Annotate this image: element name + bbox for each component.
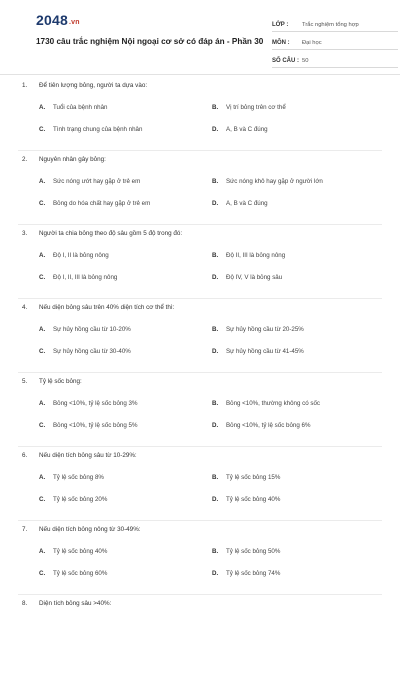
question-divider xyxy=(18,372,382,373)
option-letter: C. xyxy=(39,569,46,577)
question-list xyxy=(18,82,382,674)
option-text: Tình trạng chung của bệnh nhân xyxy=(53,125,143,133)
question-stem xyxy=(22,600,111,607)
option-text: Tỷ lệ sốc bỏng 74% xyxy=(226,569,281,577)
option-text: Độ I, II, III là bỏng nông xyxy=(53,273,118,281)
option-letter: C. xyxy=(39,273,46,281)
option-letter: C. xyxy=(39,125,46,133)
option-text: Sự hủy hồng cầu từ 41-45% xyxy=(226,347,304,355)
option-text: Độ IV, V là bỏng sâu xyxy=(226,273,283,281)
question-divider xyxy=(18,446,382,447)
option-text: Độ II, III là bỏng nông xyxy=(226,251,286,259)
answer-option[interactable] xyxy=(212,346,382,356)
option-letter: A. xyxy=(39,473,46,481)
question-number: 6. xyxy=(22,452,28,459)
option-text: Bỏng <10%, tỷ lệ sốc bỏng 6% xyxy=(226,421,311,429)
question-stem xyxy=(22,230,182,237)
question-number: 8. xyxy=(22,600,28,607)
answer-option[interactable] xyxy=(39,494,212,504)
option-text: Bỏng <10%, tỷ lệ sốc bỏng 3% xyxy=(53,399,138,407)
answer-option[interactable] xyxy=(212,102,382,112)
question-item xyxy=(18,82,382,156)
answer-option[interactable] xyxy=(39,124,212,134)
question-number: 5. xyxy=(22,378,28,385)
answer-option[interactable] xyxy=(39,324,212,334)
meta-value: Đại học xyxy=(302,40,322,46)
answer-option[interactable] xyxy=(212,124,382,134)
option-text: Tỷ lệ sốc bỏng 20% xyxy=(53,495,108,503)
meta-row-count xyxy=(272,50,398,68)
answer-options xyxy=(39,324,382,356)
answer-option[interactable] xyxy=(39,102,212,112)
meta-value: 50 xyxy=(302,58,309,64)
question-text: Người ta chia bỏng theo độ sâu gồm 5 độ trong đó: xyxy=(39,230,183,237)
answer-options xyxy=(39,472,382,504)
option-letter: B. xyxy=(212,251,219,259)
option-letter: D. xyxy=(212,347,219,355)
document-header xyxy=(18,0,378,72)
option-letter: D. xyxy=(212,273,219,281)
option-text: Tỷ lệ sốc bỏng 60% xyxy=(53,569,108,577)
option-letter: D. xyxy=(212,569,219,577)
option-text: Sức nóng ướt hay gặp ở trẻ em xyxy=(53,177,141,185)
question-item xyxy=(18,230,382,304)
answer-option[interactable] xyxy=(212,198,382,208)
answer-options xyxy=(39,398,382,430)
option-letter: B. xyxy=(212,473,219,481)
question-number: 1. xyxy=(22,82,28,89)
option-letter: A. xyxy=(39,103,46,111)
question-stem xyxy=(22,82,147,89)
question-text: Diện tích bỏng sâu >40%: xyxy=(39,600,112,607)
question-item xyxy=(18,600,382,674)
option-text: Bỏng <10%, thường không có sốc xyxy=(226,399,321,407)
question-stem xyxy=(22,156,106,163)
option-text: Bỏng do hóa chất hay gặp ở trẻ em xyxy=(53,199,151,207)
option-text: Tỷ lệ sốc bỏng 40% xyxy=(226,495,281,503)
option-letter: C. xyxy=(39,199,46,207)
option-letter: C. xyxy=(39,495,46,503)
question-divider xyxy=(18,150,382,151)
answer-options xyxy=(39,102,382,134)
answer-option[interactable] xyxy=(212,494,382,504)
answer-option[interactable] xyxy=(39,176,212,186)
question-text: Nếu diện bỏng sâu trên 40% diện tích cơ thể thì: xyxy=(39,304,175,311)
option-letter: A. xyxy=(39,547,46,555)
answer-option[interactable] xyxy=(39,568,212,578)
question-stem xyxy=(22,526,141,533)
logo-main: 2048 xyxy=(36,12,68,28)
question-text: Để tiên lượng bỏng, người ta dựa vào: xyxy=(39,82,148,89)
option-letter: B. xyxy=(212,547,219,555)
answer-option[interactable] xyxy=(212,398,382,408)
option-text: Độ I, II là bỏng nông xyxy=(53,251,109,259)
answer-option[interactable] xyxy=(39,472,212,482)
question-item xyxy=(18,378,382,452)
question-divider xyxy=(18,298,382,299)
document-meta xyxy=(272,14,398,68)
question-item xyxy=(18,452,382,526)
option-letter: D. xyxy=(212,125,219,133)
question-stem xyxy=(22,304,174,311)
option-text: Tỷ lệ sốc bỏng 8% xyxy=(53,473,104,481)
header-divider xyxy=(0,74,400,75)
question-text: Nếu diện tích bỏng sâu từ 10-29%: xyxy=(39,452,137,459)
meta-key: SỐ CÂU : xyxy=(272,58,299,64)
meta-row-class xyxy=(272,14,398,32)
answer-option[interactable] xyxy=(212,324,382,334)
option-text: Tỷ lệ sốc bỏng 50% xyxy=(226,547,281,555)
question-number: 7. xyxy=(22,526,28,533)
option-text: Sự hủy hồng cầu từ 30-40% xyxy=(53,347,131,355)
option-letter: C. xyxy=(39,421,46,429)
answer-option[interactable] xyxy=(212,250,382,260)
question-stem xyxy=(22,452,137,459)
option-text: Tỷ lệ sốc bỏng 40% xyxy=(53,547,108,555)
question-item xyxy=(18,526,382,600)
answer-options xyxy=(39,546,382,578)
option-letter: C. xyxy=(39,347,46,355)
answer-option[interactable] xyxy=(212,272,382,282)
option-text: Bỏng <10%, tỷ lệ sốc bỏng 5% xyxy=(53,421,138,429)
answer-option[interactable] xyxy=(39,250,212,260)
option-letter: A. xyxy=(39,325,46,333)
answer-option[interactable] xyxy=(39,198,212,208)
document-title: 1730 câu trắc nghiệm Nội ngoại cơ sở có đáp án - Phần 30 xyxy=(36,37,264,46)
logo-suffix: .vn xyxy=(68,19,80,26)
meta-key: MÔN : xyxy=(272,40,290,46)
option-text: Sự hủy hồng cầu từ 10-20% xyxy=(53,325,131,333)
question-number: 3. xyxy=(22,230,28,237)
option-text: Sức nóng khô hay gặp ở người lớn xyxy=(226,177,323,185)
answer-options xyxy=(39,250,382,282)
question-item xyxy=(18,156,382,230)
answer-option[interactable] xyxy=(39,272,212,282)
question-item xyxy=(18,304,382,378)
option-letter: A. xyxy=(39,399,46,407)
answer-option[interactable] xyxy=(212,472,382,482)
question-text: Tỷ lệ sốc bỏng: xyxy=(39,378,82,385)
answer-option[interactable] xyxy=(212,546,382,556)
option-letter: D. xyxy=(212,421,219,429)
option-text: Vị trí bỏng trên cơ thể xyxy=(226,103,286,111)
meta-key: LỚP : xyxy=(272,22,289,28)
option-letter: B. xyxy=(212,399,219,407)
question-text: Nguyên nhân gây bỏng: xyxy=(39,156,106,163)
option-letter: B. xyxy=(212,177,219,185)
answer-option[interactable] xyxy=(39,398,212,408)
answer-option[interactable] xyxy=(212,420,382,430)
question-text: Nếu diện tích bỏng nông từ 30-49%: xyxy=(39,526,141,533)
question-number: 4. xyxy=(22,304,28,311)
option-letter: B. xyxy=(212,325,219,333)
option-text: A, B và C đúng xyxy=(226,199,268,207)
option-text: Sự hủy hồng cầu từ 20-25% xyxy=(226,325,304,333)
option-letter: B. xyxy=(212,103,219,111)
answer-option[interactable] xyxy=(39,420,212,430)
answer-option[interactable] xyxy=(212,568,382,578)
meta-row-subject xyxy=(272,32,398,50)
answer-option[interactable] xyxy=(212,176,382,186)
option-text: Tuổi của bệnh nhân xyxy=(53,103,108,111)
option-letter: A. xyxy=(39,251,46,259)
site-logo[interactable] xyxy=(36,12,80,28)
answer-option[interactable] xyxy=(39,346,212,356)
question-number: 2. xyxy=(22,156,28,163)
option-text: A, B và C đúng xyxy=(226,125,268,133)
question-divider xyxy=(18,520,382,521)
answer-options xyxy=(39,176,382,208)
question-stem xyxy=(22,378,82,385)
answer-option[interactable] xyxy=(39,546,212,556)
meta-value: Trắc nghiệm tổng hợp xyxy=(302,22,359,28)
option-letter: D. xyxy=(212,199,219,207)
option-letter: D. xyxy=(212,495,219,503)
option-letter: A. xyxy=(39,177,46,185)
question-divider xyxy=(18,224,382,225)
question-divider xyxy=(18,594,382,595)
option-text: Tỷ lệ sốc bỏng 15% xyxy=(226,473,281,481)
